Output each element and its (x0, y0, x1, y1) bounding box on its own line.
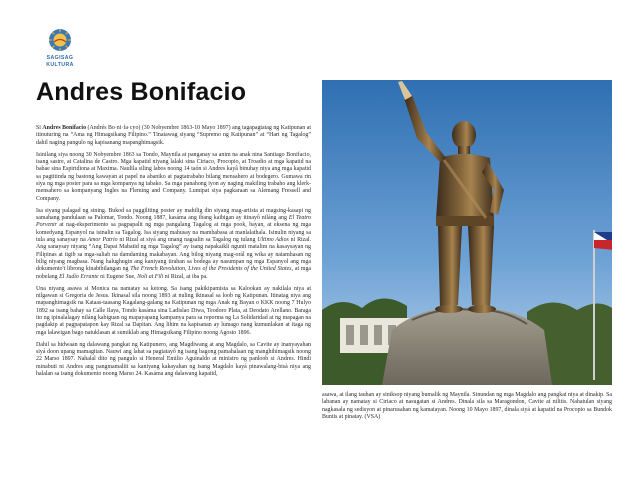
title-lives-presidents: Lives of the Presidents of the United States (188, 266, 292, 273)
paragraph-ending: asawa, at ilang tauhan ay siniksop niyang bumalik ng Maynila. Sinundan ng mga Magdalo ang pangkat niya at dinakip. Sa labanan ay namatay si Ciriaco at nasugatan si Andres. Dinala sila sa Maragondon, Cavite at nilitis. Nahatulan siyang nagkasala ng sedisyon at pinarusahan ng kamatayan. Noong 10 Mayo 1897, dinala siyá at kapatid na Procopio sa Bundok Buntis at pinatay. (VSA) (322, 392, 612, 421)
sagisag-kultura-logo (40, 28, 80, 70)
intro-rest: (Andrés Bo·ni·fa·cyo) (30 Nobyembre 1863-10 Mayo 1897) ang tagapagtatag ng Katipunan at itinuturing na “Ama ng Himagsikang Filipino.” Tinatawag siyang “Supremo ng Katipunan” at “Hari ng Tagalog” dahil naging pangulo ng kapisanang mapanghimagsik. (36, 125, 311, 146)
article-continuation (322, 392, 612, 421)
title-noli-fili: Noli at Fili (137, 273, 164, 280)
arts-text-h: ni Rizal, at iba pa. (163, 273, 208, 280)
page-title: Andres Bonifacio (36, 78, 247, 106)
arts-text-a: Isa siyang palagad ng sining. Bukod sa paggiliting poster ay mahilig din siyang mag-artista at magsing-kasapi ng samahang pandulaan sa Palomar, Tondo. Noong 1887, kasáma ang ibang kaibigan ay itinayô niláng ang (36, 207, 311, 221)
logo-text-sagisag: SAGISAG (46, 55, 74, 61)
arts-text-g: ni Eugene Sue, (98, 273, 138, 280)
article-body (36, 125, 311, 383)
arts-text-d: ni Rizal. Ang sanaysay niyang “Ang Dapat Mabatid ng mga Tagalog” ay isang napakaikli ngunit matalim na kasaysayan ng Filipinas at tigib sa mga-saliab na damdaming makabayan. Ang bilog niyang mag-orál ng wika ay natamhasan ng bilig niyang magbasa. Nang halughugin ang kaniyang tirahan sa bodega ay nasumpan ng mga Espanyol ang mga dokumento't librong kinabibilangan ng (36, 237, 311, 273)
title-judio-errante: El Judío Errante (59, 273, 99, 280)
paragraph-intro (36, 125, 311, 147)
subject-name: Andres Bonifacio (42, 125, 87, 131)
arts-text-c: ni Rizal at siyá ang unang nagsalin sa Tagalog ng tulang (117, 237, 258, 243)
paragraph-conflict: Dahil sa hidwaan ng dalawang pangkat ng Katipunero, ang Magdiwang at ang Magdalo, sa Cavite ay inanyayahan siyá doon upang mamagitan. Nauwi ang lahat sa pagtatayô ng isang bagong pamahalaan ng manghihimagsik noong 22 Marso 1897. Nahalal dito ng pangulo si Heneral Emilio Aguinaldo at ministro ng panloob si Andres. Hindi minabuti ni Andres ang pangmamaliit sa kaniyang kakayahan ng isang Magdalo kayá pinawalang-bisà niya ang halalan sa isang dokumento noong Marso 24. Kasáma ang dalawang kapatid, (36, 341, 311, 378)
title-teatro-porvenir: El Teatro Porvenir (36, 214, 311, 229)
bonifacio-monument-photo (322, 80, 612, 385)
intro-lead: Si (36, 125, 43, 131)
title-ultimo-adios: Ultimo Adios (257, 237, 289, 243)
paragraph-arts (36, 208, 311, 281)
paragraph-early-life: Isinilang siya noong 30 Nobyembre 1863 sa Tondo, Maynila at panganay sa anim na anak nina Santiago Bonifacio, isang sastre, at Catalina de Castro. Mga kapatid niyang lalaki sina Ciriaco, Procopio, at Troadio at mga kapatid na babae sina Espiridiona at Maxima. Naulila siling labos noong 14 taón si Andres kayâ binuhay niya ang mga kapatid sa pagtitinda ng bastong kawayan at papel na abaniko at pagtatrabaho bilang mensahero at bodegero. Gumawa rin siya ng mga poster para sa mga kompanya ng tabako. Sa mga panahong iyon ay naging makiling trabaho ang klerk-mensahero sa kompanyang Ingles na Fleming and Company. Lumipat siya pagkaraan sa Alemang Fressell and Company. (36, 151, 311, 202)
arts-text-e: , (185, 266, 189, 273)
sun-emblem-icon (42, 28, 78, 54)
arts-text-b: at nag-eksperimento sa pagpapalit ng mga pangalang Tagalog at mga pook, bayan, at eksena ng mga komedyang Espanyol na isinalin sa Tagalog. Isa siyang mahusay na mambabasa at manlalathala. Isinulin niyang sa tula ang sanaysay na (36, 222, 311, 243)
title-french-revolution: The French Revolution (130, 266, 186, 273)
title-amor-patrio: Amor Patrio (87, 237, 118, 243)
logo-text-kultura: KULTURA (46, 62, 74, 68)
arts-text-f: , at mga nobelang (36, 266, 312, 280)
paragraph-katipunan: Una niyang asawa si Monica na namatay sa ketong. Sa isang pakikipamista sa Kalookan ay nakilala niya at nilgawan si Gregoria de Jesus. Ikinasal sila noong 1893 at nuling ikinasal sa loob ng Katipunan. Itinatag niya ang mapanghimagsik na Kataas-taasang Kagalang-galang na Katipunan ng mga Anak ng Bayan o KKK noong 7 Hulyo 1892 sa isang bahay sa Calle Ilaya, Tondo kasáma sina Ladislao Diwa, Teodoro Plata, at Deodato Arellano. Baraga ito ng ipinalalagay niláng kabiguan ng mapayapang kampanya para sa reporma ng La Solidaridad at ng mapagan na pagdakip at pagpapatapon kay Rizal sa Dapitan. Ang lihim na kapisanan ay lumago nang kumunlakan at itaga ng mga lalawigan bago natuklasan at sumiklab ang Himagsikang Filipino noong Agosto 1896. (36, 285, 311, 336)
